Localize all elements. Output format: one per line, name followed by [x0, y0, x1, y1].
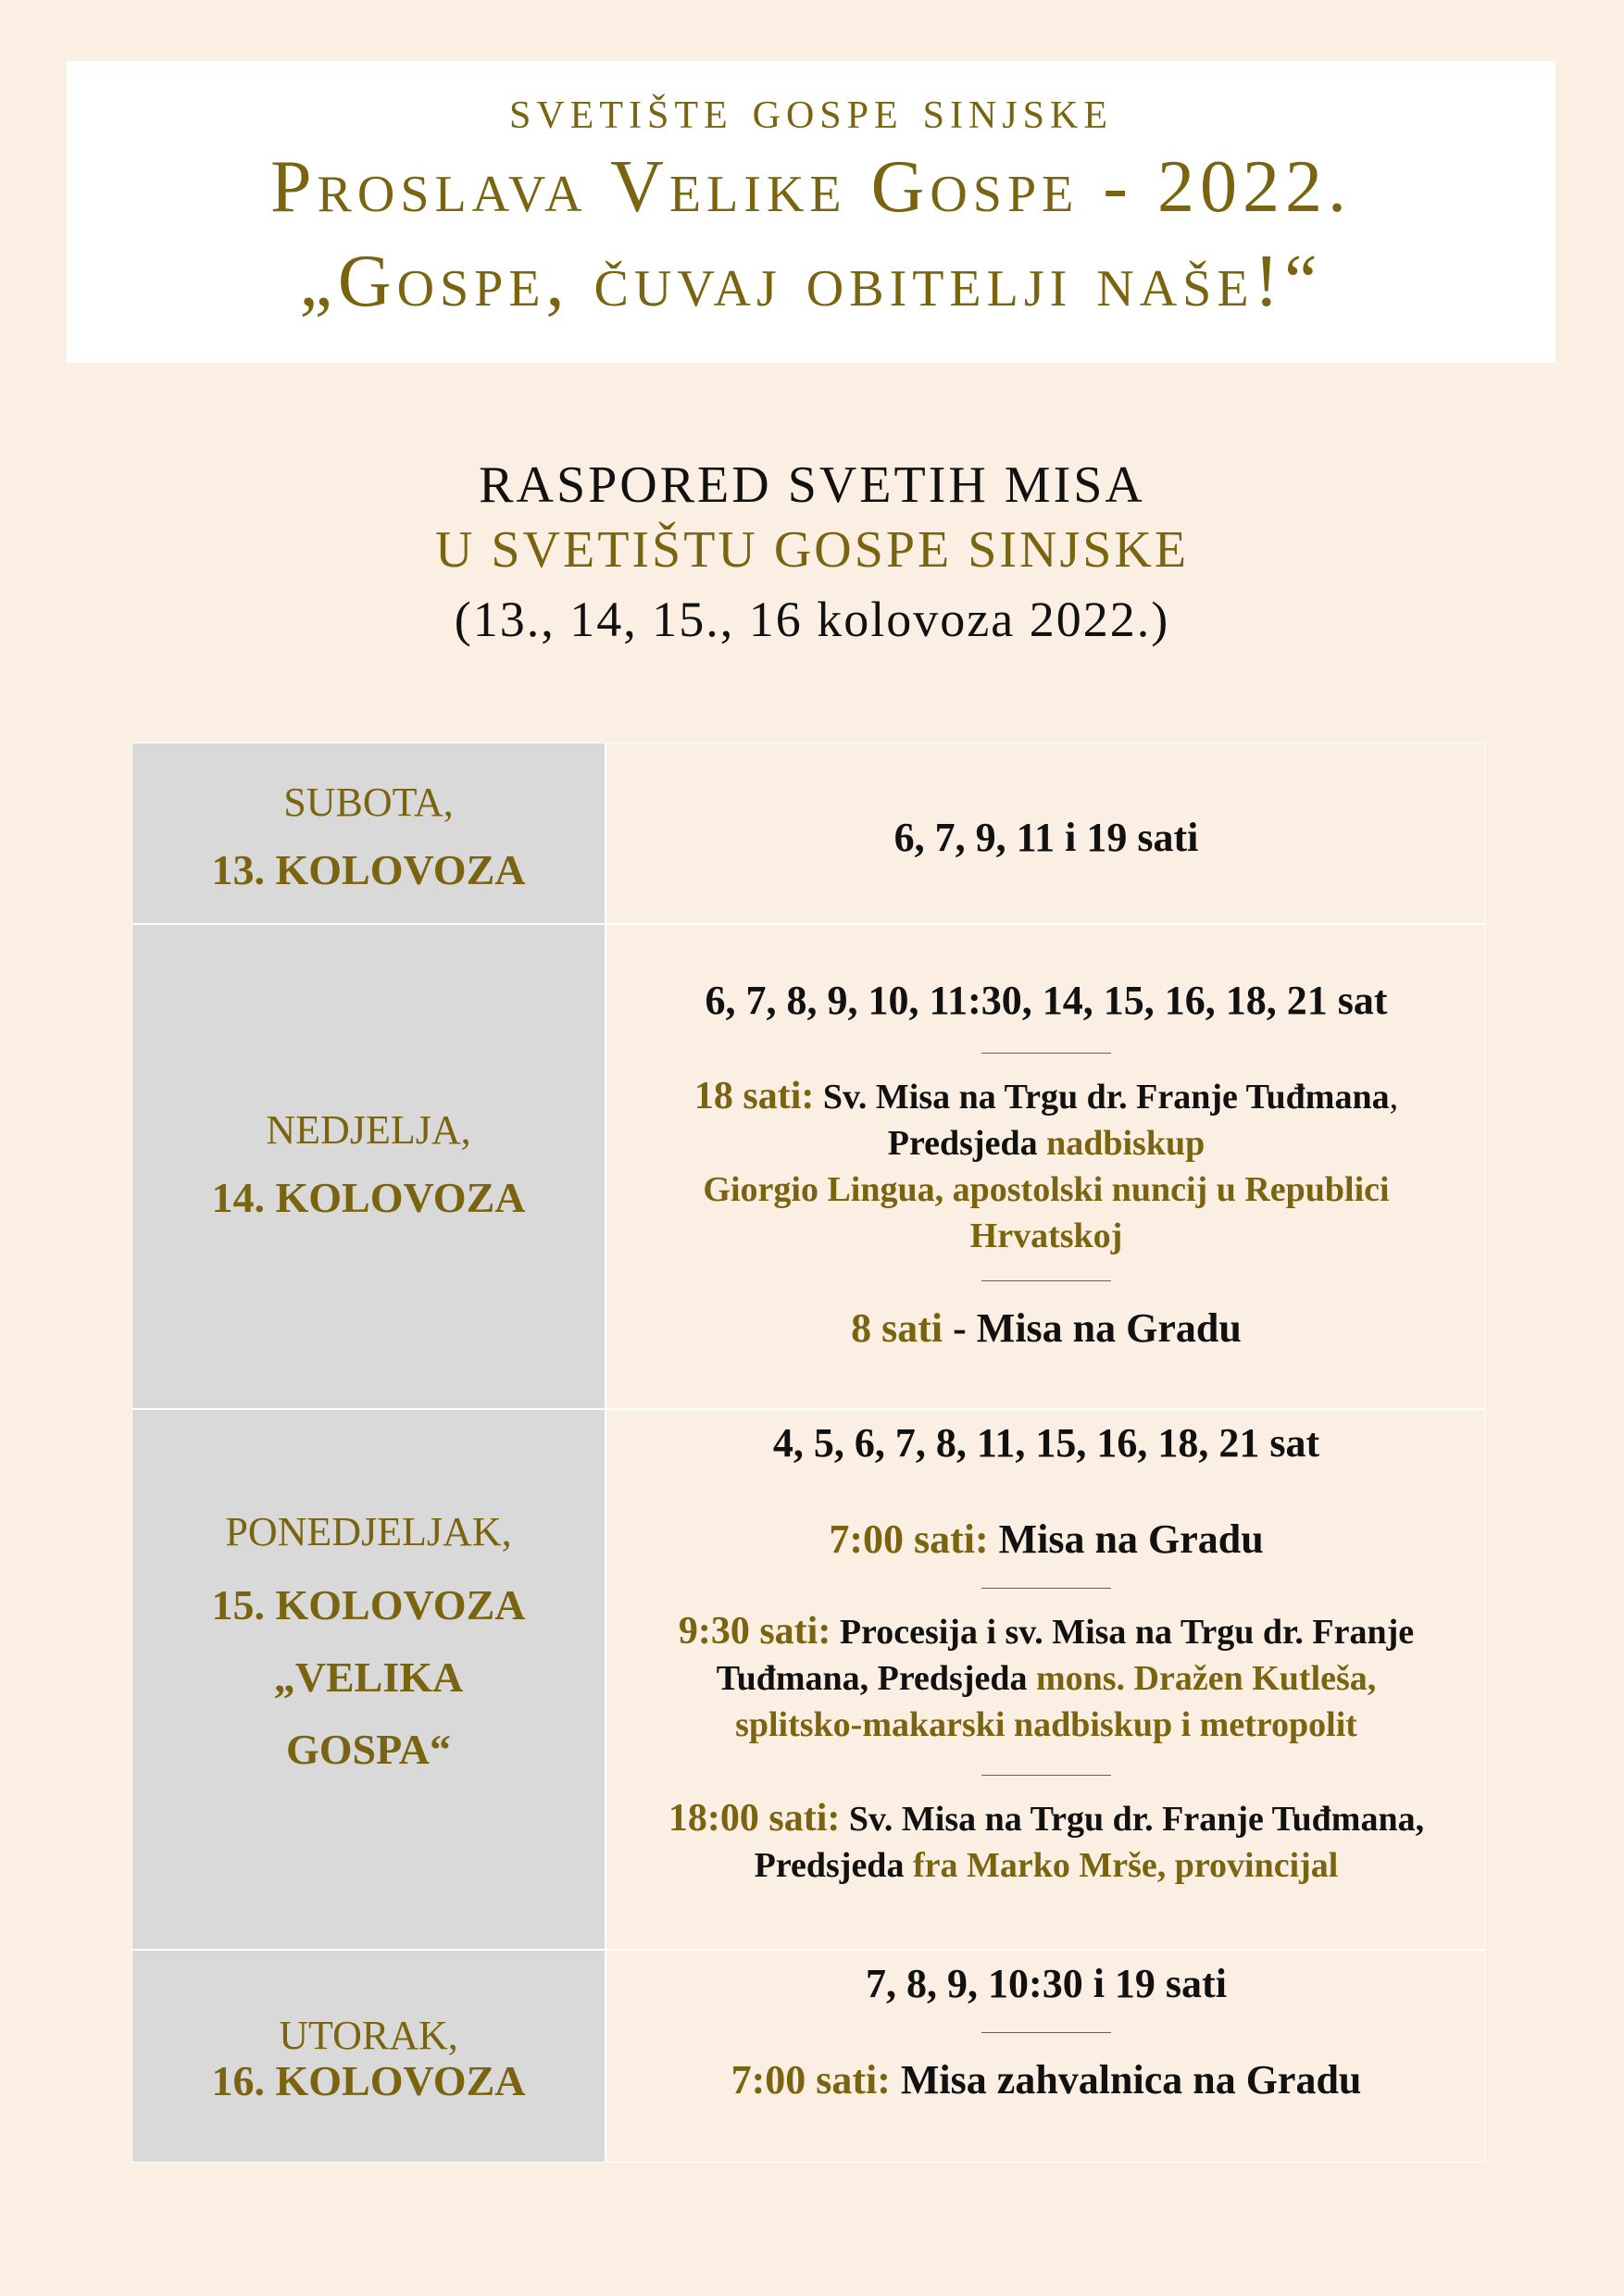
schedule-heading: RASPORED SVETIH MISA — [479, 456, 1145, 514]
day-name: NEDJELJA, — [266, 1107, 471, 1153]
day-date: 14. KOLOVOZA — [211, 1174, 526, 1221]
day-date: 16. KOLOVOZA — [211, 2057, 526, 2104]
divider — [981, 1588, 1111, 1589]
schedule-location: U SVETIŠTU GOSPE SINJSKE — [434, 521, 1190, 579]
day-name: PONEDJELJAK, — [225, 1509, 512, 1554]
day-cell-saturday — [132, 743, 606, 923]
feast-name: GOSPA“ — [285, 1726, 452, 1773]
event-title: Proslava Velike Gospe - 2022. — [270, 146, 1352, 228]
note-time: 7:00 sati: — [829, 1516, 989, 1562]
mass-times: 4, 5, 6, 7, 8, 11, 15, 16, 18, 21 sat — [772, 1420, 1320, 1466]
divider — [981, 2032, 1111, 2033]
note-time: 8 sati — [851, 1305, 943, 1351]
day-cell-tuesday — [132, 1951, 606, 2162]
table-row-saturday — [132, 743, 1484, 925]
feast-name: „VELIKA — [273, 1653, 464, 1701]
header-banner — [67, 61, 1555, 363]
info-cell-tuesday — [608, 1951, 1484, 2162]
special-mass-note: 18:00 sati: Sv. Misa na Trgu dr. Franje Tuđmana, Predsjeda fra Marko Mrše, provincijal — [668, 1797, 1425, 1885]
table-row-tuesday — [132, 1951, 1484, 2162]
info-cell-saturday — [608, 743, 1484, 923]
schedule-dates: (13., 14, 15., 16 kolovoza 2022.) — [454, 592, 1170, 647]
divider — [981, 1775, 1111, 1776]
mass-times: 7, 8, 9, 10:30 i 19 sati — [866, 1961, 1227, 2006]
day-cell-sunday — [132, 925, 606, 1408]
special-mass-note: 18 sati: Sv. Misa na Trgu dr. Franje Tuđmana, Predsjeda nadbiskup Giorgio Lingua, apostolski nuncij u Republici Hrvatskoj — [693, 1075, 1399, 1255]
divider — [981, 1280, 1111, 1281]
special-mass-note: 9:30 sati: Procesija i sv. Misa na Trgu dr. Franje Tuđmana, Predsjeda mons. Dražen Kutleša, splitsko-makarski nadbiskup i metropolit — [678, 1610, 1415, 1744]
day-cell-monday — [132, 1410, 606, 1949]
table-row-monday — [132, 1410, 1484, 1951]
day-name: SUBOTA, — [283, 780, 454, 825]
day-name: UTORAK, — [279, 2013, 458, 2058]
note-time: 18 sati: — [693, 1075, 815, 1117]
mass-times: 6, 7, 9, 11 i 19 sati — [893, 815, 1199, 860]
event-motto: „Gospe, čuvaj obitelji naše!“ — [299, 241, 1323, 322]
special-mass-note: 7:00 sati: Misa zahvalnica na Gradu — [731, 2057, 1362, 2103]
note-time: 7:00 sati: — [731, 2057, 891, 2103]
mass-times: 6, 7, 8, 9, 10, 11:30, 14, 15, 16, 18, 21 sat — [705, 978, 1388, 1023]
info-cell-sunday — [608, 925, 1484, 1408]
mass-schedule-table — [131, 742, 1485, 2163]
special-mass-note: 8 sati - Misa na Gradu — [851, 1305, 1242, 1351]
sanctuary-name: svetište gospe sinjske — [508, 79, 1114, 140]
special-mass-note: 7:00 sati: Misa na Gradu — [829, 1516, 1264, 1562]
info-cell-monday — [608, 1410, 1484, 1949]
note-time: 9:30 sati: — [678, 1610, 831, 1653]
divider — [981, 1053, 1111, 1054]
note-time: 18:00 sati: — [668, 1797, 841, 1840]
day-date: 15. KOLOVOZA — [211, 1581, 526, 1628]
day-date: 13. KOLOVOZA — [211, 846, 526, 893]
table-row-sunday — [132, 925, 1484, 1410]
